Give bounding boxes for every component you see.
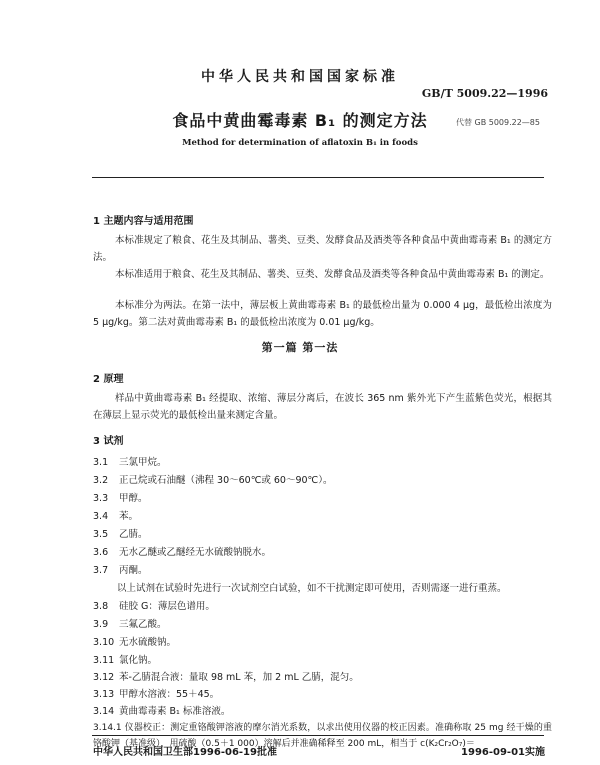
reagent-item xyxy=(93,598,215,612)
reagent-text: 丙酮。 xyxy=(119,565,148,576)
reagent-text: 正己烷或石油醚（沸程 30～60℃或 60～90℃）。 xyxy=(119,475,333,486)
reagent-number: 3.12 xyxy=(93,672,115,683)
footer-divider xyxy=(92,735,544,736)
reagent-text: 三氯甲烷。 xyxy=(119,457,167,468)
reagent-note: 以上试剂在试验时先进行一次试剂空白试验，如不干扰测定即可使用，否则需逐一进行重蒸。 xyxy=(117,583,507,594)
reagent-text: 氯化钠。 xyxy=(119,655,158,666)
section-1-paragraph: 本标准规定了粮食、花生及其制品、薯类、豆类、发酵食品及酒类等各种食品中黄曲霉毒素 B₁ 的测定方法。 xyxy=(93,235,552,263)
reagent-number: 3.6 xyxy=(93,547,109,558)
section-3-heading: 3 试剂 xyxy=(93,436,124,447)
document-title: 食品中黄曲霉毒素 B₁ 的测定方法 xyxy=(172,111,428,130)
reagent-number: 3.5 xyxy=(93,529,109,540)
reagent-text: 黄曲霉毒素 B₁ 标准溶液。 xyxy=(119,706,231,717)
reagent-number: 3.11 xyxy=(93,655,115,666)
reagent-item xyxy=(93,526,148,540)
part-title: 第一篇 第一法 xyxy=(261,341,339,354)
reagent-number: 3.10 xyxy=(93,637,115,648)
section-1-heading: 1 主题内容与适用范围 xyxy=(93,216,194,227)
reagent-number: 3.2 xyxy=(93,475,109,486)
reagent-number: 3.8 xyxy=(93,601,109,612)
reagent-item xyxy=(93,562,148,576)
reagent-item xyxy=(93,544,271,558)
implementation-date: 1996-09-01实施 xyxy=(461,747,545,758)
national-standard-heading: 中华人民共和国国家标准 xyxy=(201,69,399,85)
reagent-text: 苯。 xyxy=(119,511,139,522)
reagent-item xyxy=(93,703,230,717)
reagent-number: 3.4 xyxy=(93,511,109,522)
section-2-heading: 2 原理 xyxy=(93,374,124,385)
standard-number: GB/T 5009.22—1996 xyxy=(421,87,548,100)
section-1-paragraph: 本标准适用于粮食、花生及其制品、薯类、豆类、发酵食品及酒类等各种食品中黄曲霉毒素 B₁ 的测定。 xyxy=(115,269,550,280)
reagent-text: 甲醇水溶液：55＋45。 xyxy=(119,689,220,700)
reagent-text: 无水硫酸钠。 xyxy=(119,637,177,648)
reagent-item xyxy=(93,472,332,486)
reagent-number: 3.3 xyxy=(93,493,109,504)
reagent-item xyxy=(93,616,167,630)
replaces-note: 代替 GB 5009.22—85 xyxy=(455,118,540,127)
reagent-number: 3.9 xyxy=(93,619,109,630)
reagent-3-14-1: 3.14.1 仪器校正：测定重铬酸钾溶液的摩尔消光系数，以求出使用仪器的校正因素。准确称取 25 mg 经干燥的重铬酸钾（基准级），用硫酸（0.5＋1 000）溶解后并准确稀释至 200 mL，相当于 c(K₂Cr₂O₇)＝ xyxy=(93,723,552,749)
reagent-text: 硅胶 G：薄层色谱用。 xyxy=(119,601,215,612)
reagent-item xyxy=(93,634,176,648)
reagent-item xyxy=(93,508,138,522)
reagent-text: 苯-乙腈混合液：量取 98 mL 苯，加 2 mL 乙腈，混匀。 xyxy=(119,672,359,683)
reagent-text: 无水乙醚或乙醚经无水硫酸钠脱水。 xyxy=(119,547,272,558)
reagent-item xyxy=(93,652,157,666)
document-title-english: Method for determination of aflatoxin B₁ in foods xyxy=(182,138,418,148)
reagent-text: 甲醇。 xyxy=(119,493,148,504)
reagent-number: 3.1 xyxy=(93,457,109,468)
section-2-paragraph: 样品中黄曲霉毒素 B₁ 经提取、浓缩、薄层分离后，在波长 365 nm 紫外光下产生蓝紫色荧光，根据其在薄层上显示荧光的最低检出量来测定含量。 xyxy=(93,393,552,421)
reagent-item xyxy=(93,669,359,683)
reagent-text: 三氟乙酸。 xyxy=(119,619,167,630)
section-1-paragraph: 本标准分为两法。在第一法中，薄层板上黄曲霉毒素 B₁ 的最低检出量为 0.000 4 μg，最低检出浓度为 5 μg/kg。第二法对黄曲霉毒素 B₁ 的最低检出浓度为 0.01 μg/kg。 xyxy=(93,300,552,328)
reagent-number: 3.7 xyxy=(93,565,109,576)
reagent-number: 3.14 xyxy=(93,706,115,717)
header-divider xyxy=(92,177,544,178)
reagent-item xyxy=(93,490,148,504)
approval-date: 中华人民共和国卫生部1996-06-19批准 xyxy=(93,747,277,758)
reagent-item xyxy=(93,454,167,468)
reagent-text: 乙腈。 xyxy=(119,529,148,540)
reagent-number: 3.13 xyxy=(93,689,115,700)
reagent-item xyxy=(93,686,219,700)
